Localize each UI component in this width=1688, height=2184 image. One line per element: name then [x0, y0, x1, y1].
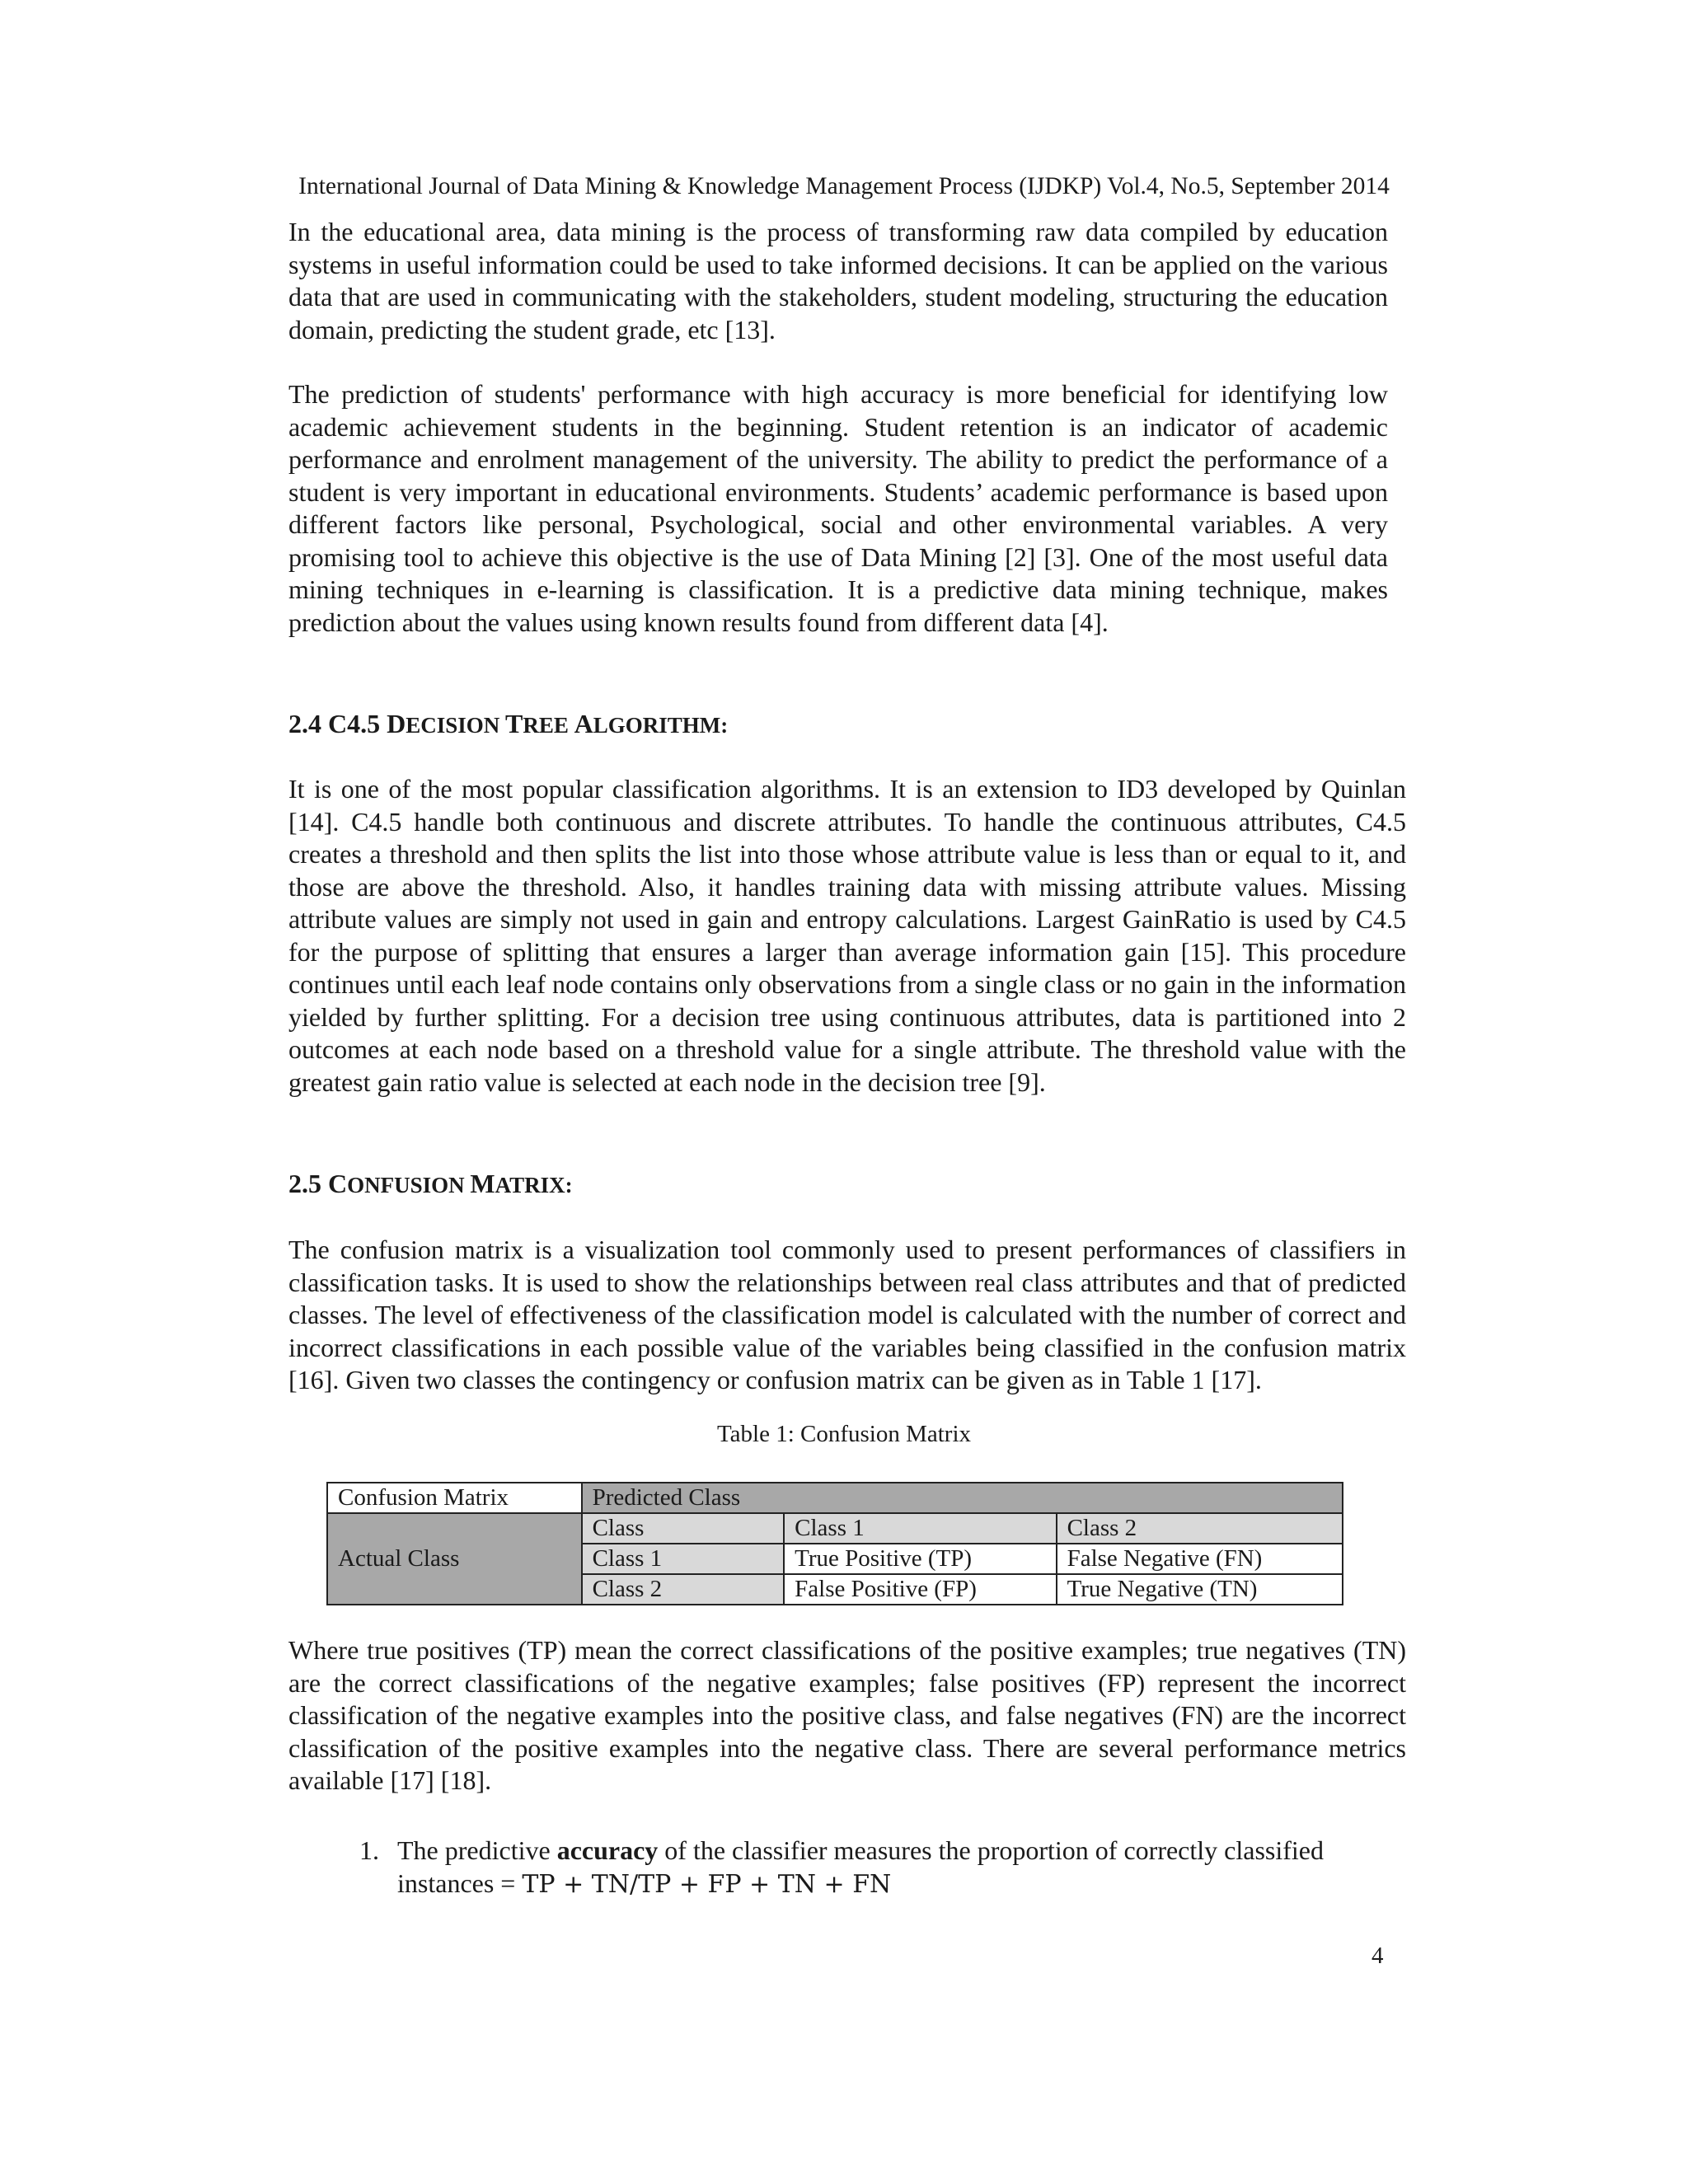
journal-header: International Journal of Data Mining & Knowledge Management Process (IJDKP) Vol.4, No.5, September 2014 [298, 173, 1390, 199]
table-cell-tn: True Negative (TN) [1057, 1574, 1343, 1605]
table-cell: Class 1 [784, 1513, 1056, 1544]
paragraph-intro: In the educational area, data mining is the process of transforming raw data compiled by education systems in useful information could be used to take informed decisions. It can be applied on the various data that are used in communicating with the stakeholders, student modeling, structuring the education domain, predicting the student grade, etc [13]. [288, 217, 1388, 344]
table-cell: Class [582, 1513, 785, 1544]
table-corner-cell: Confusion Matrix [327, 1483, 582, 1513]
table-cell-fn: False Negative (FN) [1057, 1544, 1343, 1574]
paragraph-confusion: The confusion matrix is a visualization tool commonly used to present performances of classifiers in classification tasks. It is used to show the relationships between real class attributes and that of predicted classes. The level of effectiveness of the classification model is calculated with the number of correct and incorrect classifications in each possible value of the variables being classified in the confusion matrix [16]. Given two classes the contingency or confusion matrix can be given as in Table 1 [17]. [288, 1235, 1406, 1394]
page-number: 4 [1372, 1943, 1384, 1969]
paragraph-c45: It is one of the most popular classification algorithms. It is an extension to ID3 developed by Quinlan [14]. C4.5 handle both continuous and discrete attributes. To handle the continuous attributes, C4.5 creates a threshold and then splits the list into those whose attribute value is less than or equal to it, and those are above the threshold. Also, it handles training data with missing attribute values. Missing attribute values are simply not used in gain and entropy calculations. Largest GainRatio is used by C4.5 for the purpose of splitting that ensures a larger than average information gain [15]. This procedure continues until each leaf node contains only observations from a single class or no gain in the information yielded by further splitting. For a decision tree using continuous attributes, data is partitioned into 2 outcomes at each node based on a threshold value for a single attribute. The threshold value with the greatest gain ratio value is selected at each node in the decision tree [9]. [288, 774, 1406, 1097]
actual-class-header: Actual Class [327, 1513, 582, 1605]
table-caption: Table 1: Confusion Matrix [716, 1421, 972, 1447]
paragraph-metrics: Where true positives (TP) mean the correct classifications of the positive examples; true negatives (TN) are the correct classifications of the negative examples; false positives (FP) represent the incorrect classification of the negative examples into the positive class, and false negatives (FN) are the incorrect classification of the positive examples into the negative class. There are several performance metrics available [17] [18]. [288, 1635, 1406, 1795]
list-item-accuracy: The predictive accuracy of the classifier measures the proportion of correctly classified instances = TP + TN/TP + FP + TN + FN [397, 1835, 1324, 1899]
heading-c45: 2.4 C4.5 DECISION TREE ALGORITHM: [288, 709, 729, 738]
table-cell: Class 2 [582, 1574, 785, 1605]
list-item-number: 1. [359, 1835, 379, 1865]
table-cell-fp: False Positive (FP) [784, 1574, 1056, 1605]
table-cell: Class 2 [1057, 1513, 1343, 1544]
paragraph-prediction: The prediction of students' performance with high accuracy is more beneficial for identifying low academic achievement students in the beginning. Student retention is an indicator of academic performance and enrolment management of the university. The ability to predict the performance of a student is very important in educational environments. Students’ academic performance is based upon different factors like personal, Psychological, social and other environmental variables. A very promising tool to achieve this objective is the use of Data Mining [2] [3]. One of the most useful data mining techniques in e-learning is classification. It is a predictive data mining technique, makes prediction about the values using known results found from different data [4]. [288, 379, 1388, 637]
heading-confusion-matrix: 2.5 CONFUSION MATRIX: [288, 1169, 573, 1198]
table-cell: Class 1 [582, 1544, 785, 1574]
confusion-matrix-table [326, 1482, 1343, 1605]
table-row [327, 1483, 1343, 1513]
accuracy-formula: TP + TN/TP + FP + TN + FN [522, 1869, 892, 1899]
table-cell-tp: True Positive (TP) [784, 1544, 1056, 1574]
table-row [327, 1513, 1343, 1544]
predicted-class-header: Predicted Class [582, 1483, 1343, 1513]
